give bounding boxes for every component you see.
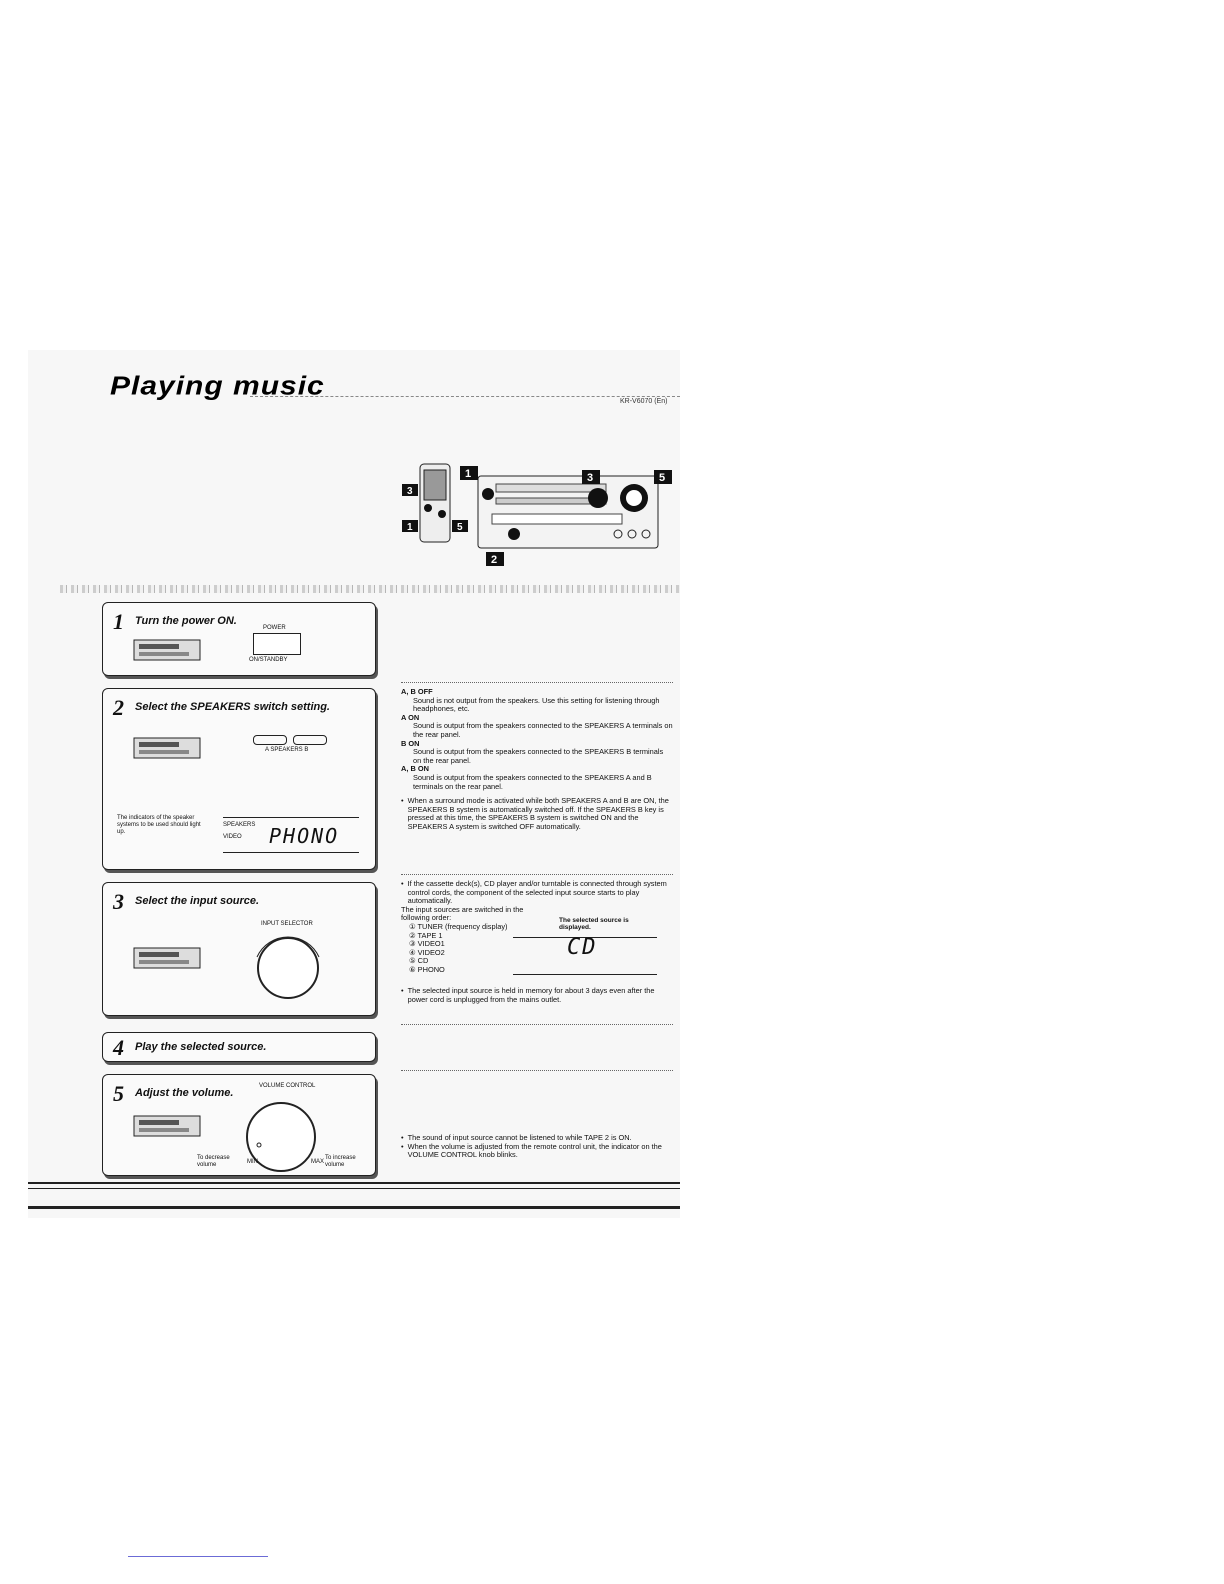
cd-display: CD (513, 937, 657, 975)
power-button[interactable] (253, 633, 301, 655)
svg-text:1: 1 (407, 522, 413, 533)
indicator-caption: The indicators of the speaker systems to be used should light up. (117, 815, 201, 835)
svg-text:3: 3 (587, 472, 594, 484)
input-selector-knob[interactable] (251, 931, 325, 1005)
callout-3-remote (402, 484, 418, 497)
speakers-b-button[interactable] (293, 735, 327, 745)
volume-notes: • The sound of input source cannot be listened to while TAPE 2 is ON. • When the volume is adjusted from the remote control unit, the indicator on the VOLUME CONTROL knob blinks. (401, 1133, 662, 1160)
divider (401, 1070, 673, 1071)
speakers-a-button[interactable] (253, 735, 287, 745)
footer-rule (28, 1188, 680, 1189)
front-display: SPEAKERS VIDEO PHONO (223, 817, 359, 853)
divider (401, 682, 673, 683)
callout-5 (654, 470, 672, 484)
footer-rule (28, 1206, 680, 1209)
svg-text:2: 2 (491, 554, 498, 566)
speakers-label: A SPEAKERS B (265, 747, 309, 753)
onstandby-label: ON/STANDBY (249, 657, 288, 663)
receiver-mini-icon (133, 1115, 203, 1137)
model-code: KR-V6070 (En) (620, 398, 668, 405)
divider (401, 1024, 673, 1025)
svg-text:1: 1 (465, 468, 472, 480)
increase-caption: To increase volume (325, 1155, 356, 1168)
svg-text:5: 5 (457, 522, 463, 533)
footer-rule (28, 1182, 680, 1184)
step-5: 5 Adjust the volume. VOLUME CONTROL To decrease volume MIN MAX To increase volume (102, 1074, 376, 1176)
scan-noise (60, 585, 680, 593)
unit-diagram (396, 462, 676, 572)
divider (401, 874, 673, 875)
speakers-notes: A, B OFF Sound is not output from the speakers. Use this setting for listening through headphones, etc. A ON Sound is output from the speakers connected to the SPEAKERS A terminals on the rear panel. B ON Sound is output from the speakers connected to the SPEAKERS B terminals on the rear panel. A, B ON Sound is output from the speakers connected to the SPEAKERS A and B terminals on the rear panel. • When a surround mode is activated while both SPEAKERS A and B are ON, the SPEAKERS B system is automatically switched off. If the SPEAKERS B key is pressed at this time, the SPEAKERS B system is switched ON and the SPEAKERS A system is switched OFF automatically. (401, 687, 673, 831)
svg-text:5: 5 (659, 472, 666, 484)
receiver-mini-icon (133, 639, 203, 661)
page-title: Playing music (110, 372, 325, 401)
svg-text:3: 3 (407, 486, 413, 497)
volume-control-label: VOLUME CONTROL (259, 1083, 316, 1089)
callout-2 (486, 552, 504, 566)
step-1: 1 Turn the power ON. POWER ON/STANDBY (102, 602, 376, 676)
surround-note: When a surround mode is activated while both SPEAKERS A and B are ON, the SPEAKERS B system is automatically switched off. If the SPEAKERS B key is pressed at this time, the SPEAKERS B system is switched ON and the SPEAKERS A system is switched OFF automatically. (407, 796, 669, 831)
callout-5-remote (452, 520, 468, 533)
input-notes: • If the cassette deck(s), CD player and/or turntable is connected through system control cords, the component of the selected input source starts to play automatically. The input sources are switched in the following order: ① TUNER (frequency display) ② TAPE 1 ③ VIDEO1 ④ VIDEO2 ⑤ CD ⑥ PHONO The selected source is displayed. CD • The selected input source is held in memory for about 3 days even after the power cord is unplugged from the mains outlet. (401, 879, 667, 1004)
max-label: MAX (311, 1159, 325, 1165)
callout-1-remote (402, 520, 418, 533)
callout-1 (460, 466, 478, 480)
display-text: PHONO (269, 824, 340, 848)
min-label: MIN (247, 1159, 258, 1165)
step-3: 3 Select the input source. INPUT SELECTOR (102, 882, 376, 1016)
step-2: 2 Select the SPEAKERS switch setting. A SPEAKERS B The indicators of the speaker systems to be used should light up. SPEAKERS VIDEO PHONO (102, 688, 376, 870)
input-selector-label: INPUT SELECTOR (261, 921, 313, 927)
power-label: POWER (263, 625, 286, 631)
receiver-mini-icon (133, 947, 203, 969)
header-rule (250, 396, 680, 397)
step-4: 4 Play the selected source. (102, 1032, 376, 1062)
source-order-list: ① TUNER (frequency display) ② TAPE 1 ③ VIDEO1 ④ VIDEO2 ⑤ CD ⑥ PHONO (409, 921, 508, 974)
receiver-mini-icon (133, 737, 203, 759)
callout-3 (582, 470, 600, 484)
selected-caption: The selected source is displayed. (559, 916, 629, 931)
decrease-caption: To decrease volume (197, 1155, 230, 1168)
footer-link-underline[interactable] (128, 1556, 268, 1557)
